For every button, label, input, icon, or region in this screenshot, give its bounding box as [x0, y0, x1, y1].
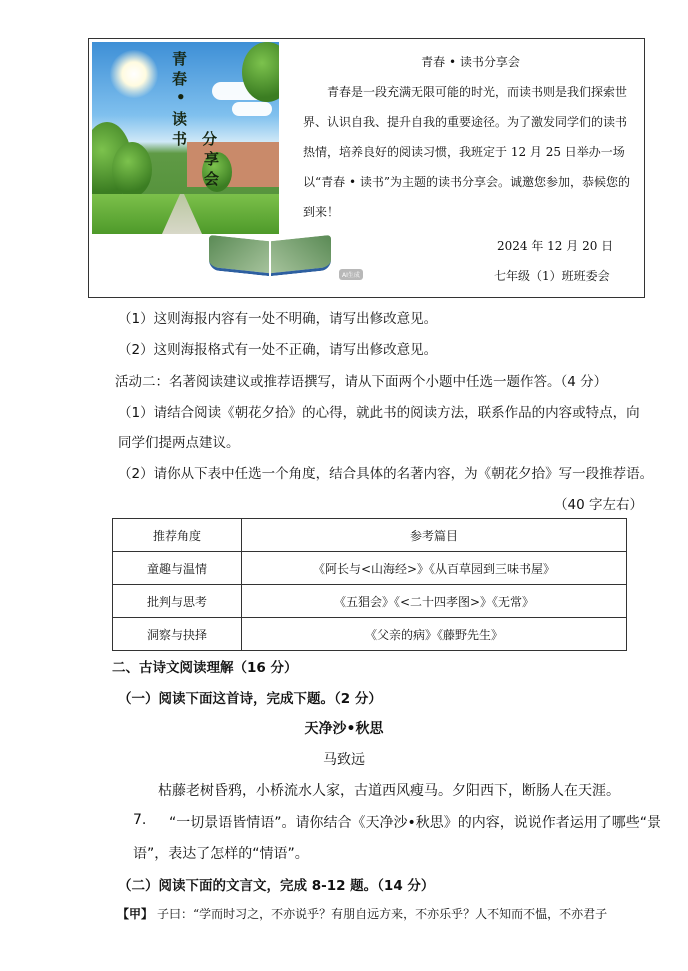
sun-icon	[110, 50, 158, 98]
cloud-shape	[232, 102, 272, 116]
table-row	[113, 585, 627, 618]
poster-text-block	[303, 47, 638, 227]
poster-signer: 七年级（1）班班委会	[494, 269, 610, 283]
table-header-row	[113, 519, 627, 552]
table-row	[113, 618, 627, 651]
question-7-number: 7.	[133, 812, 147, 828]
table-cell: 《阿长与<山海经>》《从百草园到三味书屋》	[242, 552, 627, 585]
question-7-line1: “一切景语皆情语”。请你结合《天净沙•秋思》的内容，说说作者运用了哪些“景	[169, 815, 662, 831]
activity2-p1-line2: 同学们提两点建议。	[118, 435, 240, 451]
poster	[88, 38, 645, 298]
poster-heading: 青春 • 读书分享会	[421, 55, 520, 69]
poem-text: 枯藤老树昏鸦，小桥流水人家，古道西风瘦马。夕阳西下，断肠人在天涯。	[158, 783, 620, 799]
poster-image-title-char: 青	[172, 50, 188, 68]
recommendation-table	[112, 518, 627, 651]
activity2-p1-line1: （1）请结合阅读《朝花夕拾》的心得，就此书的阅读方法，联系作品的内容或特点，向	[118, 405, 640, 421]
table-cell: 童趣与温情	[113, 552, 242, 585]
section2-sub2: （二）阅读下面的文言文，完成 8-12 题。（14 分）	[118, 878, 435, 894]
poem-title: 天净沙•秋思	[304, 721, 384, 737]
activity2-title: 活动二：名著阅读建议或推荐语撰写，请从下面两个小题中任选一题作答。（4 分）	[115, 374, 608, 390]
poster-body: 青春是一段充满无限可能的时光，而读书则是我们探索世界、认识自我、提升自我的重要途径。为了激发同学们的读书热情，培养良好的阅读习惯，我班定于 12 月 25 日举办一场以“青春 • 读书”为主题的读书分享会。诚邀您参加，恭候您的到来！	[303, 85, 630, 219]
section2-sub1: （一）阅读下面这首诗，完成下题。（2 分）	[118, 691, 382, 707]
ai-badge: AI生成	[339, 269, 363, 280]
word-limit: （40 字左右）	[554, 497, 643, 513]
question-1: （1）这则海报内容有一处不明确，请写出修改意见。	[118, 311, 438, 327]
jia-label: 【甲】	[117, 907, 154, 921]
activity2-p2-line1: （2）请你从下表中任选一个角度，结合具体的名著内容，为《朝花夕拾》写一段推荐语。	[118, 466, 654, 482]
table-cell: 批判与思考	[113, 585, 242, 618]
open-book-image	[209, 234, 334, 276]
table-header: 推荐角度	[113, 519, 242, 552]
poster-image-title-char: 春	[172, 70, 188, 88]
table-cell: 《五猖会》《<二十四孝图>》《无常》	[242, 585, 627, 618]
poster-campus-image	[92, 42, 279, 234]
section2-title: 二、古诗文阅读理解（16 分）	[112, 660, 298, 676]
question-2: （2）这则海报格式有一处不正确，请写出修改意见。	[118, 342, 438, 358]
table-cell: 《父亲的病》《藤野先生》	[242, 618, 627, 651]
jia-text: 子曰：“学而时习之，不亦说乎？有朋自远方来，不亦乐乎？人不知而不愠，不亦君子	[157, 907, 608, 921]
tree-shape	[112, 142, 152, 197]
question-7-line2: 语”，表达了怎样的“情语”。	[133, 846, 309, 862]
table-header: 参考篇目	[242, 519, 627, 552]
building-shape	[187, 142, 279, 187]
poster-date: 2024 年 12 月 20 日	[497, 239, 614, 253]
poem-author: 马致远	[323, 752, 365, 768]
poster-image-title-char: 读	[172, 110, 188, 128]
poster-image-title-char: 享	[204, 150, 220, 168]
poster-image-title-char: 会	[204, 170, 220, 188]
poster-image-title-char: 书	[172, 130, 188, 148]
table-cell: 洞察与抉择	[113, 618, 242, 651]
table-row	[113, 552, 627, 585]
poster-image-title-char: 分	[202, 130, 218, 148]
poster-image-title-char: •	[176, 88, 186, 106]
